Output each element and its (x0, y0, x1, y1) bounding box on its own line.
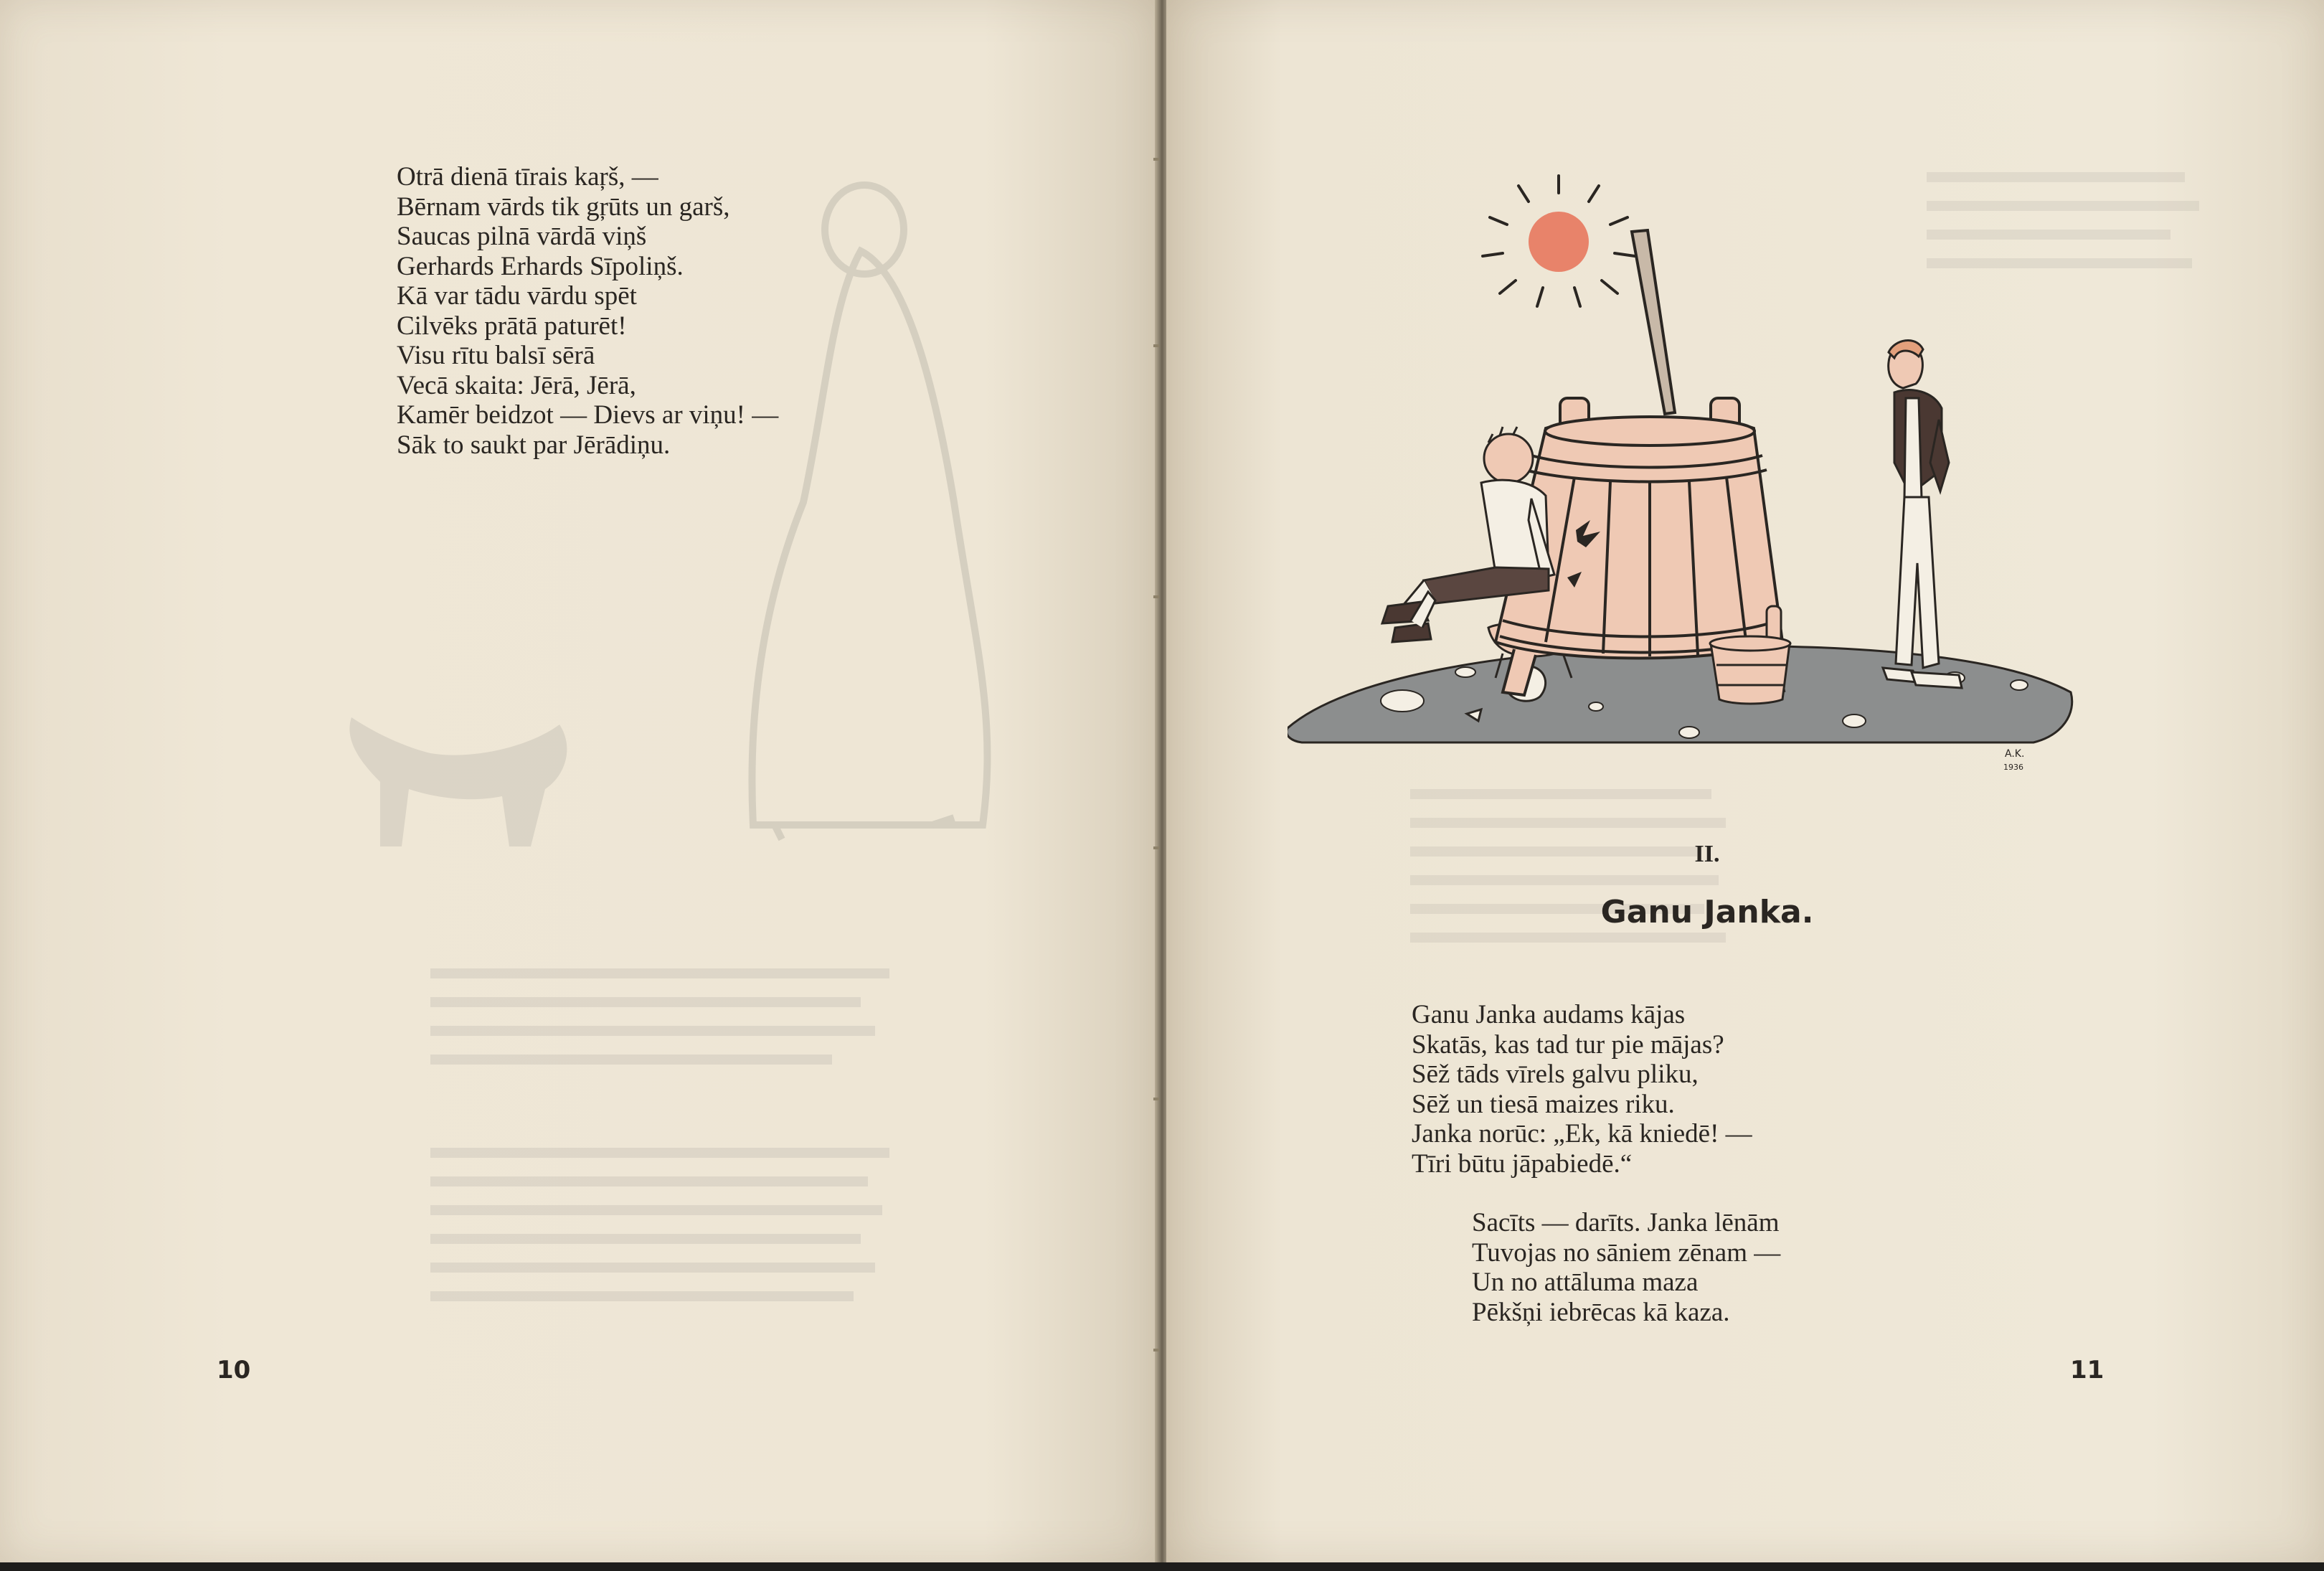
chapter-title: Ganu Janka. (1600, 894, 1814, 930)
binding-stitch (1153, 1349, 1159, 1351)
poem-line: Kamēr beidzot — Dievs ar viņu! — (397, 400, 779, 430)
poem-line: Ganu Janka audams kājas (1412, 1000, 1686, 1029)
poem-stanza (397, 162, 778, 460)
poem-line: Kā var tādu vārdu spēt (397, 281, 637, 311)
page-number: 10 (217, 1356, 251, 1384)
binding-stitch (1153, 846, 1159, 849)
poem-line: Sacīts — darīts. Janka lēnām (1472, 1208, 1780, 1237)
sun-disc (1529, 212, 1589, 272)
poem-stanza (1472, 1208, 1780, 1327)
poem-line: Tīri būtu jāpabiedē.“ (1412, 1148, 1633, 1179)
binding-stitch (1153, 595, 1159, 598)
farm-illustration (1288, 161, 2084, 793)
poem-line: Un no attāluma maza (1472, 1268, 1699, 1297)
poem-line: Vecā skaita: Jērā, Jērā, (397, 370, 636, 400)
poem-line: Visu rītu balsī sērā (397, 341, 595, 370)
poem-line: Bērnam vārds tik gŗūts un garš, (397, 192, 730, 222)
binding-stitch (1153, 344, 1159, 347)
poem-line: Sāk to saukt par Jērādiņu. (397, 430, 671, 460)
poem-line: Cilvēks prātā paturēt! (397, 311, 627, 341)
poem-line: Pēkšņi iebrēcas kā kaza. (1472, 1297, 1730, 1327)
illustration-signature: A.K. (2005, 748, 2025, 760)
illustration-year: 1936 (2003, 763, 2023, 772)
sun-icon (1483, 176, 1635, 306)
binding-stitch (1153, 158, 1159, 161)
page-number: 11 (2070, 1356, 2105, 1384)
section-number: II. (1694, 841, 1720, 867)
poem-line: Saucas pilnā vārdā viņš (397, 222, 647, 251)
poem-line: Skatās, kas tad tur pie mājas? (1412, 1029, 1724, 1060)
poem-line: Tuvojas no sāniem zēnam — (1472, 1237, 1781, 1268)
poem-line: Janka norūc: „Ek, kā kniedē! — (1412, 1119, 1752, 1148)
poem-stanza (1412, 1000, 1752, 1179)
binding-stitch (1153, 1098, 1159, 1100)
poem-line: Gerhards Erhards Sīpoliņš. (397, 251, 684, 281)
poem-line: Sēž un tiesā maizes riku. (1412, 1089, 1675, 1119)
poem-line: Sēž tāds vīrels galvu pliku, (1412, 1060, 1699, 1089)
left-page (0, 0, 1158, 1562)
poem-line: Otrā dienā tīrais kaŗš, — (397, 162, 658, 192)
standing-boy (1883, 341, 1962, 688)
